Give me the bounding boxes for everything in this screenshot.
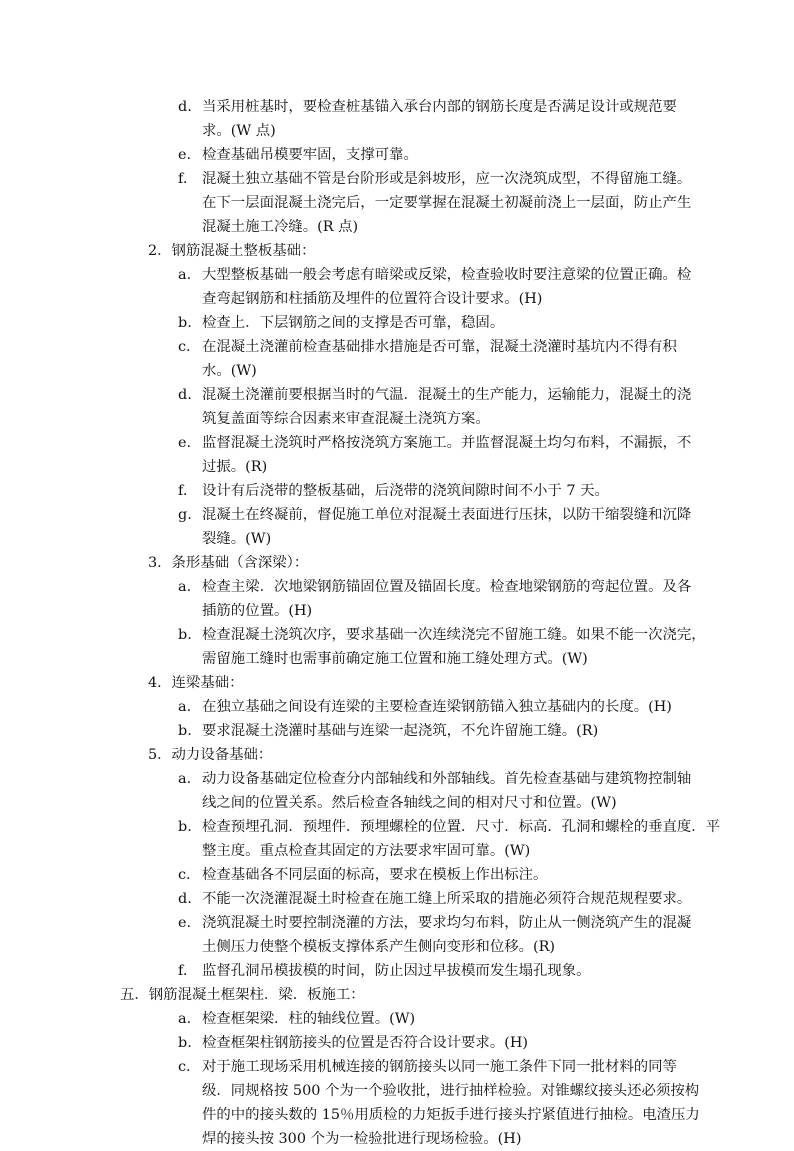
line-text: 大型整板基础一般会考虑有暗梁或反梁，检查验收时要注意梁的位置正确。检: [202, 267, 692, 283]
list-marker: a.: [178, 699, 192, 715]
text-line: [148, 239, 315, 263]
list-marker: c.: [178, 867, 191, 883]
line-text: 3．条形基础（含深梁）：: [148, 555, 309, 571]
list-marker: a.: [178, 771, 192, 787]
line-text: 检查基础各不同层面的标高，要求在模板上作出标注。: [202, 867, 548, 883]
line-text: 件的中的接头数的 15％用质检的力矩扳手进行接头拧紧值进行抽检。电渣压力: [202, 1107, 700, 1123]
line-text: 混凝土独立基础不管是台阶形或是斜坡形，应一次浇筑成型，不得留施工缝。: [202, 171, 692, 187]
line-text: 线之间的位置关系。然后检查各轴线之间的相对尺寸和位置。(W): [202, 795, 617, 811]
list-marker: d.: [178, 891, 192, 907]
list-marker: b.: [178, 819, 192, 835]
line-text: 要求混凝土浇灌时基础与连梁一起浇筑，不允许留施工缝。(R): [202, 723, 599, 739]
line-text: 焊的接头按 300 个为一检验批进行现场检验。(H): [202, 1131, 522, 1147]
line-text: 检查框架梁．柱的轴线位置。(W): [202, 1011, 416, 1027]
list-marker: e.: [178, 915, 192, 931]
list-marker: d.: [178, 387, 192, 403]
line-text: 求。(W 点): [202, 123, 276, 139]
line-text: 裂缝。(W): [202, 531, 272, 547]
line-text: 需留施工缝时也需事前确定施工位置和施工缝处理方式。(W): [202, 651, 588, 667]
line-text: 检查主梁．次地梁钢筋锚固位置及锚固长度。检查地梁钢筋的弯起位置。及各: [202, 579, 692, 595]
list-marker: e.: [178, 435, 192, 451]
text-line: [148, 551, 308, 575]
line-text: 对于施工现场采用机械连接的钢筋接头以同一施工条件下同一批材料的同等: [202, 1059, 677, 1075]
line-text: 整主度。重点检查其固定的方法要求牢固可靠。(W): [202, 843, 531, 859]
list-marker: b.: [178, 315, 192, 331]
line-text: 不能一次浇灌混凝土时检查在施工缝上所采取的措施必须符合规范规程要求。: [202, 891, 692, 907]
line-text: 五．钢筋混凝土框架柱．梁．板施工：: [120, 987, 365, 1003]
line-text: 级．同规格按 500 个为一个验收批，进行抽样检验。对锥螺纹接头还必须按构: [202, 1083, 700, 1099]
line-text: 动力设备基础定位检查分内部轴线和外部轴线。首先检查基础与建筑物控制轴: [202, 771, 692, 787]
list-marker: f.: [178, 483, 188, 499]
line-text: 土侧压力使整个模板支撑体系产生侧向变形和位移。(R): [202, 939, 556, 955]
line-text: 监督混凝土浇筑时严格按浇筑方案施工。并监督混凝土均匀布料，不漏振，不: [202, 435, 692, 451]
list-marker: a.: [178, 1011, 192, 1027]
line-text: 浇筑混凝土时要控制浇灌的方法，要求均匀布料，防止从一侧浇筑产生的混凝: [202, 915, 692, 931]
line-text: 设计有后浇带的整板基础，后浇带的浇筑间隙时间不小于 7 天。: [202, 483, 609, 499]
line-text: 过振。(R): [202, 459, 268, 475]
line-text: 混凝土在终凝前，督促施工单位对混凝土表面进行压抹，以防干缩裂缝和沉降: [202, 507, 692, 523]
line-text: 混凝土施工冷缝。(R 点): [202, 219, 359, 235]
line-text: 水。(W): [202, 363, 257, 379]
line-text: 插筋的位置。(H): [202, 603, 313, 619]
line-text: 查弯起钢筋和柱插筋及埋件的位置符合设计要求。(H): [202, 291, 543, 307]
line-text: 检查上．下层钢筋之间的支撑是否可靠，稳固。: [202, 315, 505, 331]
line-text: 在独立基础之间设有连梁的主要检查连梁钢筋锚入独立基础内的长度。(H): [202, 699, 672, 715]
list-marker: b.: [178, 627, 192, 643]
list-marker: c.: [178, 339, 191, 355]
line-text: 在下一层面混凝土浇完后，一定要掌握在混凝土初凝前浇上一层面，防止产生: [202, 195, 692, 211]
text-line: [120, 983, 365, 1007]
line-text: 混凝土浇灌前要根据当时的气温．混凝土的生产能力，运输能力，混凝土的浇: [202, 387, 692, 403]
list-marker: a.: [178, 579, 192, 595]
line-text: 当采用桩基时，要检查桩基锚入承台内部的钢筋长度是否满足设计或规范要: [202, 99, 677, 115]
text-line: [148, 671, 244, 695]
line-text: 检查框架柱钢筋接头的位置是否符合设计要求。(H): [202, 1035, 528, 1051]
line-text: 在混凝土浇灌前检查基础排水措施是否可靠，混凝土浇灌时基坑内不得有积: [202, 339, 677, 355]
line-text: 检查混凝土浇筑次序，要求基础一次连续浇完不留施工缝。如果不能一次浇完，: [202, 627, 706, 643]
list-marker: a.: [178, 267, 192, 283]
list-marker: f.: [178, 963, 188, 979]
line-text: 5．动力设备基础：: [148, 747, 273, 763]
list-marker: e.: [178, 147, 192, 163]
list-marker: b.: [178, 723, 192, 739]
text-line: [148, 743, 272, 767]
list-marker: d.: [178, 99, 192, 115]
line-text: 筑复盖面等综合因素来审查混凝土浇筑方案。: [202, 411, 490, 427]
line-text: 4．连梁基础：: [148, 675, 244, 691]
line-text: 检查基础吊模要牢固，支撑可靠。: [202, 147, 418, 163]
list-marker: f.: [178, 171, 188, 187]
list-marker: g.: [178, 507, 192, 523]
line-text: 2．钢筋混凝土整板基础：: [148, 243, 316, 259]
line-text: 监督孔洞吊模拔模的时间，防止因过早拔模而发生塌孔现象。: [202, 963, 591, 979]
line-text: 检查预埋孔洞．预埋件．预埋螺栓的位置．尺寸．标高．孔洞和螺栓的垂直度．平: [202, 819, 721, 835]
list-marker: b.: [178, 1035, 192, 1051]
list-marker: c.: [178, 1059, 191, 1075]
